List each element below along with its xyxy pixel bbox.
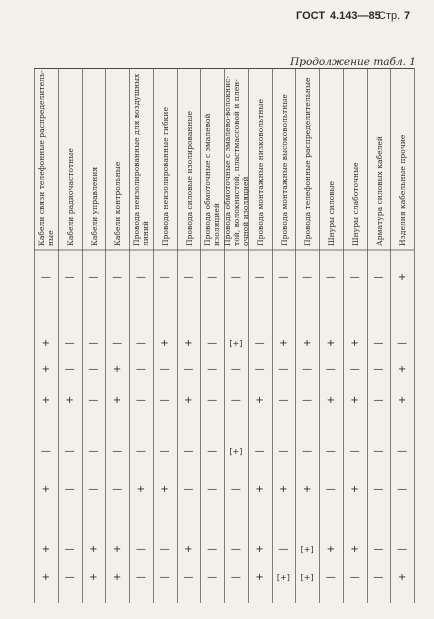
table-cell-mark: —	[183, 364, 194, 375]
table-cell-mark: —	[64, 544, 75, 555]
table-cell-mark: +	[160, 338, 169, 349]
column-header	[272, 70, 296, 250]
column-header	[248, 70, 272, 250]
table-cell-mark: —	[325, 572, 336, 583]
table-cell-mark: +	[350, 395, 359, 406]
table-cell-mark: —	[88, 338, 99, 349]
table-cell-mark: +	[326, 544, 336, 555]
table-cell-mark: —	[302, 364, 313, 375]
table-cell-mark: +	[41, 544, 51, 555]
standard-label: ГОСТ	[296, 10, 326, 22]
column-header-text: Провода неизолированные гибкие	[160, 107, 170, 246]
table-cell-mark: —	[183, 484, 194, 495]
table-cell-mark: +	[41, 395, 51, 406]
column-header	[82, 70, 106, 250]
column-header-text: Провода монтажные высоковольтные	[279, 94, 288, 246]
column-header-text: Кабели контрольные	[112, 161, 122, 246]
table-cell-mark: +	[302, 484, 312, 495]
table-cell-mark: +	[41, 364, 51, 375]
table-cell-mark: +	[184, 544, 193, 555]
column-header	[153, 70, 177, 250]
column-header	[200, 70, 224, 250]
table-cell-mark: —	[159, 544, 170, 555]
table-cell-mark: —	[254, 364, 265, 375]
table-cell-mark: —	[373, 544, 384, 555]
table-cell-mark: +	[112, 364, 122, 375]
table-cell-mark: +	[350, 544, 359, 555]
table-cell-mark: —	[325, 272, 336, 283]
table-cell-mark: —	[207, 572, 218, 583]
table-cell-mark: —	[112, 272, 123, 283]
table-cell-mark: —	[183, 572, 194, 583]
table-cell-mark: —	[135, 338, 146, 349]
column-header-text: Шнуры силовые	[326, 180, 336, 246]
table-cell-mark: —	[207, 446, 218, 457]
table-cell-mark: —	[183, 446, 194, 457]
table-cell-mark: —	[64, 272, 75, 283]
table-cell-mark: —	[349, 572, 360, 583]
table-cell-mark: —	[135, 364, 146, 375]
table-cell-mark: —	[64, 484, 75, 495]
column-header-text: Провода силовые изолированные	[184, 110, 193, 246]
column-header-text: Изделия кабельные прочие	[397, 134, 407, 246]
table-cell-mark: —	[207, 484, 218, 495]
table-cell-mark: +	[89, 544, 98, 555]
table-cell-mark: —	[325, 364, 336, 375]
table-cell-mark: —	[325, 484, 336, 495]
table-cell-mark: —	[349, 446, 360, 457]
column-header-text: Провода обмоточные с эмалевой изоляцией	[203, 113, 222, 246]
table-cell-mark: +	[160, 484, 169, 495]
table-cell-mark: +	[41, 338, 51, 349]
table-cell-mark: +	[397, 272, 407, 283]
table-cell-mark: [+]	[229, 447, 243, 456]
table-cell-mark: —	[325, 446, 336, 457]
table-cell-mark: —	[64, 338, 75, 349]
table-cell-mark: +	[89, 572, 98, 583]
table-cell-mark: —	[88, 395, 99, 406]
table-cell-mark: +	[326, 395, 336, 406]
table-cell-mark: +	[136, 484, 146, 495]
table-cell-mark: +	[184, 395, 193, 406]
column-header	[224, 70, 248, 250]
table-cell-mark: —	[207, 272, 218, 283]
table-cell-mark: —	[230, 364, 241, 375]
table-cell-mark: —	[230, 544, 241, 555]
table-cell-mark: +	[255, 572, 264, 583]
column-header-text: Шнуры слаботочные	[350, 162, 360, 246]
table-cell-mark: +	[326, 338, 336, 349]
table-cell-mark: —	[64, 572, 75, 583]
column-header	[105, 70, 129, 250]
column-header	[129, 70, 153, 250]
table-cell-mark: [+]	[300, 573, 314, 582]
table-cell-mark: [+]	[300, 545, 314, 554]
table-cell-mark: +	[350, 338, 359, 349]
table-cell-mark: —	[278, 395, 289, 406]
table-cell-mark: +	[302, 338, 312, 349]
table-cell-mark: —	[88, 364, 99, 375]
table-cell-mark: —	[159, 395, 170, 406]
table-cell-mark: +	[397, 572, 407, 583]
table-cell-mark: —	[278, 446, 289, 457]
table-cell-mark: —	[397, 338, 408, 349]
column-header-text: Кабели связи телефонные распределитель-ные	[37, 70, 55, 246]
table-cell-mark: —	[159, 272, 170, 283]
column-header-text: Кабели управления	[89, 166, 98, 246]
column-header	[367, 70, 391, 250]
table-cell-mark: —	[40, 446, 51, 457]
table-cell-mark: —	[112, 338, 123, 349]
table-cell-mark: —	[373, 446, 384, 457]
table-cell-mark: —	[230, 272, 241, 283]
table-cell-mark: —	[207, 364, 218, 375]
table-cell-mark: —	[88, 484, 99, 495]
table-cell-mark: —	[135, 446, 146, 457]
table-cell-mark: [+]	[276, 573, 290, 582]
table-cell-mark: —	[135, 272, 146, 283]
table-cell-mark: —	[373, 572, 384, 583]
column-header-text: Кабели радиочастотные	[65, 148, 75, 246]
column-header	[34, 70, 58, 250]
table-cell-mark: —	[254, 272, 265, 283]
table-cell-mark: —	[349, 272, 360, 283]
classification-table	[34, 68, 414, 603]
table-cell-mark: —	[88, 272, 99, 283]
table-cell-mark: —	[64, 364, 75, 375]
table-cell-mark: —	[302, 395, 313, 406]
table-cell-mark: +	[255, 395, 264, 406]
table-cell-mark: —	[230, 572, 241, 583]
table-cell-mark: —	[278, 272, 289, 283]
table-cell-mark: —	[302, 272, 313, 283]
column-header	[295, 70, 319, 250]
column-header	[177, 70, 201, 250]
table-cell-mark: +	[279, 338, 288, 349]
table-cell-mark: —	[159, 572, 170, 583]
table-cell-mark: +	[41, 484, 51, 495]
column-header	[343, 70, 367, 250]
table-cell-mark: —	[397, 484, 408, 495]
table-cell-mark: +	[397, 364, 407, 375]
table-cell-mark: —	[230, 484, 241, 495]
table-cell-mark: +	[255, 544, 264, 555]
table-cell-mark: +	[255, 484, 264, 495]
table-cell-mark: [+]	[229, 339, 243, 348]
table-cell-mark: —	[159, 364, 170, 375]
table-cell-mark: —	[349, 364, 360, 375]
table-cell-mark: —	[40, 272, 51, 283]
table-cell-mark: +	[112, 395, 122, 406]
table-cell-mark: —	[373, 395, 384, 406]
column-header-text: Провода монтажные низковольтные	[255, 99, 265, 246]
table-cell-mark: +	[41, 572, 51, 583]
table-cell-mark: —	[183, 272, 194, 283]
table-cell-mark: —	[88, 446, 99, 457]
column-header-text: Арматура силовых кабелей	[374, 136, 383, 246]
table-cell-mark: +	[279, 484, 288, 495]
column-header	[58, 70, 82, 250]
table-cell-mark: +	[112, 544, 122, 555]
table-cell-mark: —	[373, 272, 384, 283]
table-cell-mark: +	[65, 395, 74, 406]
column-header-text: Провода телефонные распределительные	[302, 77, 312, 246]
column-header-text: Провода неизолированные для воздушных линий	[132, 73, 150, 246]
table-cell-mark: —	[64, 446, 75, 457]
page-number: 7	[404, 10, 411, 22]
page-header	[0, 10, 434, 30]
table-cell-mark: —	[254, 446, 265, 457]
standard-number: 4.143—85	[330, 10, 381, 22]
table-cell-mark: —	[207, 338, 218, 349]
table-cell-mark: —	[373, 338, 384, 349]
table-cell-mark: —	[397, 446, 408, 457]
table-cell-mark: —	[207, 544, 218, 555]
page-label: Стр.	[378, 10, 401, 22]
column-header-text: Провода обмоточные с эмалево-волокнис-той, волокнистой, пластмассовой и плен-очной изоляцией	[222, 76, 250, 246]
table-cell-mark: +	[397, 395, 407, 406]
table-cell-mark: +	[184, 338, 193, 349]
table-cell-mark: —	[135, 395, 146, 406]
column-header	[319, 70, 343, 250]
table-cell-mark: —	[254, 338, 265, 349]
table-cell-mark: —	[159, 446, 170, 457]
table-cell-mark: +	[350, 484, 359, 495]
table-cell-mark: —	[112, 484, 123, 495]
table-cell-mark: —	[135, 544, 146, 555]
table-cell-mark: —	[278, 544, 289, 555]
table-continuation-label: Продолжение табл. 1	[290, 56, 416, 68]
table-cell-mark: —	[302, 446, 313, 457]
table-cell-mark: —	[112, 446, 123, 457]
table-cell-mark: +	[112, 572, 122, 583]
table-cell-mark: —	[373, 484, 384, 495]
table-cell-mark: —	[207, 395, 218, 406]
column-header	[390, 70, 414, 250]
table-cell-mark: —	[278, 364, 289, 375]
table-cell-mark: —	[135, 572, 146, 583]
table-cell-mark: —	[373, 364, 384, 375]
table-cell-mark: —	[397, 544, 408, 555]
table-cell-mark: —	[230, 395, 241, 406]
